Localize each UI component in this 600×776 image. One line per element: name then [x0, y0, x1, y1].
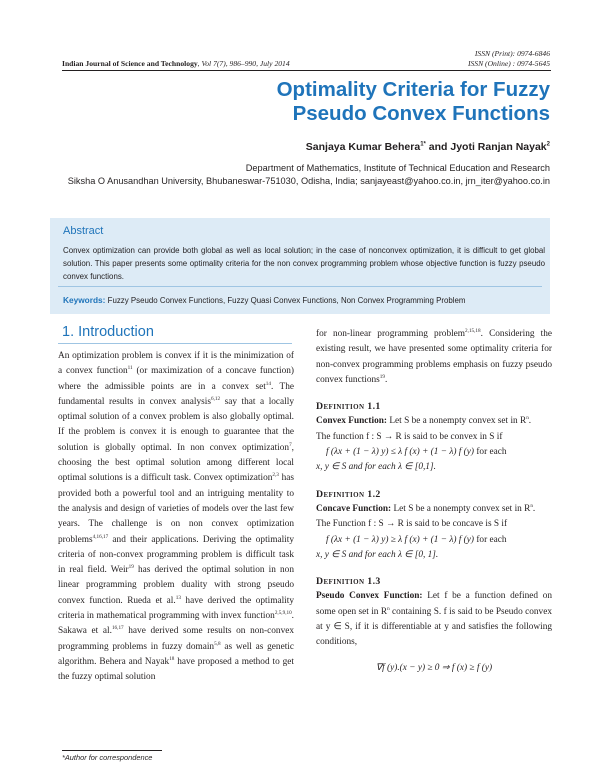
title-line-2: Pseudo Convex Functions	[292, 102, 550, 125]
definition-1-1: Convex Function: Let S be a nonempty convex set in $R^n$.	[316, 415, 532, 427]
journal-volume: , Vol 7(7), 986–990, July 2014	[197, 59, 290, 68]
definition-1-2-formula: f (λx + (1 − λ) y) ≥ λ f (x) + (1 − λ) f (y) for each	[326, 534, 507, 545]
definition-1-2-heading: Definition 1.2	[316, 488, 381, 500]
keywords-list: Fuzzy Pseudo Convex Functions, Fuzzy Quasi Convex Functions, Non Convex Programming Problem	[107, 296, 466, 305]
section-rule	[58, 343, 292, 344]
author-2-mark: 2	[546, 141, 550, 148]
intro-continuation: for non-linear programming problem$^{2,15,18}$. Considering the existing result, we have presented some optimality criteria for non-convex programming problems emphasis on fuzzy pseudo convex functions$^{19}$.	[316, 327, 553, 385]
definition-1-1-condition: x, y ∈ S and for each λ ∈ [0,1].	[316, 462, 436, 473]
affiliation-line-2: Siksha O Anusandhan University, Bhubaneswar-751030, Odisha, India; sanjayeast@yahoo.co.in, jrn_iter@yahoo.co.in	[67, 176, 550, 186]
definition-1-1-line2: The function f : S → R is said to be convex in S if	[316, 431, 503, 442]
section-heading-introduction: 1. Introduction	[62, 324, 154, 340]
journal-name: Indian Journal of Science and Technology	[62, 59, 198, 68]
definition-1-2-line2: The Function f : S → R is said to be concave is S if	[316, 519, 508, 530]
author-1-mark: 1*	[420, 141, 426, 148]
keywords-label: Keywords:	[63, 295, 106, 305]
footnote: *Author for correspondence	[62, 753, 153, 762]
abstract-text: Convex optimization can provide both global as well as local solution; in the case of nonconvex optimization, it is difficult to get global solution. This paper presents some optimality criteria for the non convex programming problem whose objective function is fuzzy pseudo convex functions.	[63, 246, 545, 281]
affiliation-line-1: Department of Mathematics, Institute of Technical Education and Research	[245, 163, 550, 173]
definition-1-1-heading: Definition 1.1	[316, 401, 381, 413]
definition-1-3: Pseudo Convex Function: Let f be a function defined on some open set in $R^n$ containing S. f is said to be Pseudo convex at y ∈ S, if it is differentiable at y and satisfies the following conditions,	[316, 591, 553, 648]
issn-online: ISSN (Online) : 0974-5645	[467, 59, 550, 68]
definition-1-3-heading: Definition 1.3	[316, 576, 381, 588]
page-title	[277, 78, 550, 126]
author-1: Sanjaya Kumar Behera	[305, 141, 421, 153]
affiliation	[68, 162, 550, 188]
authors	[306, 141, 550, 153]
definition-1-2-condition: x, y ∈ S and for each λ ∈ [0, 1].	[316, 549, 439, 560]
definition-1-1-formula: f (λx + (1 − λ) y) ≤ λ f (x) + (1 − λ) f (y) for each	[326, 447, 507, 458]
author-2: and Jyoti Ranjan Nayak	[425, 141, 547, 153]
abstract-divider	[58, 286, 542, 287]
definition-1-3-formula: ∇f (y).(x − y) ≥ 0 ⇒ f (x) ≥ f (y)	[375, 662, 493, 673]
abstract-heading: Abstract	[63, 225, 104, 237]
footnote-rule	[62, 750, 162, 751]
journal-citation	[62, 59, 290, 68]
intro-paragraph: An optimization problem is convex if it is the minimization of a convex function$^{11}$ (or maximization of a concave function) where the admissible points are in a convex set$^{14}$. The fundamental results in convex analysis$^{6,12}$ say that a locally optimal solution of a convex problem is also globally optimal. If the problem is convex it is enough to guarantee that the solution is globally optimal. In non convex optimization$^7$, choosing the best optimal solution among different local optimal solutions is a difficult task. Convex optimization$^{2,3}$ has provided both a powerful tool and an intriguing mentality to the analysis and design of varieties of models over the last few years. The challenge is on non convex optimization problems$^{4,16,17}$ and their applications. Deriving the optimality criteria of non-convex programming problem is difficult task in real field. Weir$^{19}$ has derived the optimal solution in non linear programming problem duality with strong pseudo convex function. Rueda et al.$^{13}$ have derived the optimality criteria in mathematical programming with invex function$^{2,5,9,10}$. Sakawa et al.$^{16,17}$ have derived some results on non-convex programming problems in fuzzy domain$^{5,8}$ as well as genetic algorithm. Behera and Nayak$^{18}$ have proposed a method to get the fuzzy optimal solution	[58, 351, 294, 683]
right-column	[316, 327, 552, 676]
title-line-1: Optimality Criteria for Fuzzy	[276, 78, 550, 101]
keywords	[63, 295, 466, 305]
left-column	[58, 349, 294, 686]
definition-1-2: Concave Function: Let S be a nonempty convex set in $R^n$.	[316, 502, 536, 514]
issn-print: ISSN (Print): 0974-6846	[474, 49, 550, 58]
header-rule	[62, 70, 551, 71]
